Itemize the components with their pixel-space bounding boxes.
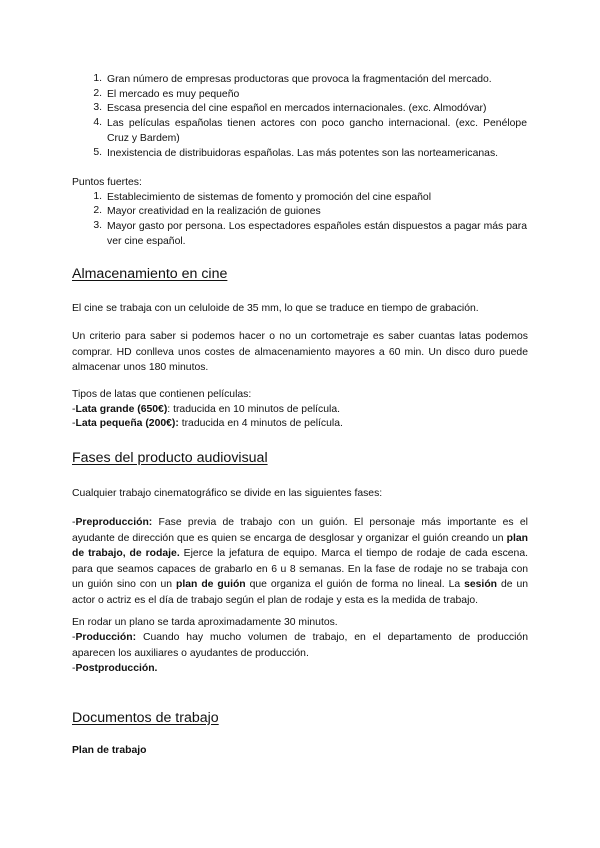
storage-paragraph-2: Un criterio para saber si podemos hacer o no un cortometraje es saber cuantas latas podemos comprar. HD conlleva unos costes de almacenamiento mayores a 60 min. Un disco duro puede almacenar unos 180 minutos. xyxy=(72,331,528,373)
list-item: El mercado es muy pequeño xyxy=(107,89,240,100)
list-number: 1. xyxy=(93,191,102,202)
section-heading-storage: Almacenamiento en cine xyxy=(72,266,228,282)
cans-title: Tipos de latas que contienen películas: xyxy=(72,389,252,400)
list-number: 2. xyxy=(93,88,102,99)
list-number: 3. xyxy=(93,102,102,113)
list-item: Inexistencia de distribuidoras españolas. Las más potentes son las norteamericanas. xyxy=(107,148,499,159)
preproduction-paragraph: -Preproducción: Fase previa de trabajo con un guión. El personaje más importante es el ayudante de dirección que es quien se encarga de desglosar y organizar el guión creando un plan de trabajo, de rodaje. Ejerce la jefatura de equipo. Marca el tiempo de rodaje de cada escena. para que seamos capaces de grabarlo en 6 u 8 semanas. En la fase de rodaje no se trabaja con un guión sino con un plan de guión que organiza el guión de forma no lineal. La sesión de un actor o actriz es el día de trabajo según el plan de rodaje y esta es la medida de trabajo. xyxy=(72,517,528,606)
preproduction-text: que organiza el guión de forma no lineal. La xyxy=(245,579,465,590)
can-large-label: Lata grande (650€) xyxy=(75,404,168,415)
can-small-line: -Lata pequeña (200€): traducida en 4 minutos de película. xyxy=(72,418,343,429)
postproduction-line: -Postproducción. xyxy=(72,663,158,674)
section-heading-phases: Fases del producto audiovisual xyxy=(72,450,268,466)
list-item: Escasa presencia del cine español en mercados internacionales. (exc. Almodóvar) xyxy=(107,103,487,114)
script-plan-term: plan de guión xyxy=(176,579,246,590)
strong-points-title: Puntos fuertes: xyxy=(72,177,142,188)
list-number: 4. xyxy=(93,117,102,128)
list-item: Mayor gasto por persona. Los espectadores españoles están dispuestos a pagar más para ver cine español. xyxy=(107,221,527,247)
list-item: Establecimiento de sistemas de fomento y promoción del cine español xyxy=(107,192,432,203)
section-heading-documents: Documentos de trabajo xyxy=(72,710,219,726)
can-small-label: Lata pequeña (200€): xyxy=(75,418,179,429)
work-plan-subheading: Plan de trabajo xyxy=(72,745,147,756)
can-small-text: traducida en 4 minutos de película. xyxy=(178,418,343,429)
can-large-text: : traducida en 10 minutos de película. xyxy=(167,404,341,415)
production-text: Cuando hay mucho volumen de trabajo, en el departamento de producción aparecen los auxiliares o ayudantes de producción. xyxy=(72,632,528,659)
list-number: 3. xyxy=(93,220,102,231)
storage-paragraph-1: El cine se trabaja con un celuloide de 35 mm, lo que se traduce en tiempo de grabación. xyxy=(72,303,479,314)
list-item: Las películas españolas tienen actores con poco gancho internacional. (exc. Penélope Cruz y Bardem) xyxy=(107,118,527,144)
production-label: Producción: xyxy=(75,632,137,643)
list-number: 5. xyxy=(93,147,102,158)
work-plan-term: plan de trabajo, de rodaje. xyxy=(72,532,528,559)
postproduction-label: Postproducción. xyxy=(75,663,158,674)
production-paragraph: -Producción: Cuando hay mucho volumen de trabajo, en el departamento de producción aparecen los auxiliares o ayudantes de producción. xyxy=(72,632,528,659)
preproduction-text: de un actor o actriz es el día de trabajo según el plan de rodaje y esta es la medida de trabajo. xyxy=(72,579,528,606)
list-item: Mayor creatividad en la realización de guiones xyxy=(107,206,321,217)
session-term: sesión xyxy=(464,579,498,590)
preproduction-label: Preproducción: xyxy=(75,517,153,528)
phases-intro: Cualquier trabajo cinematográfico se divide en las siguientes fases: xyxy=(72,488,383,499)
preproduction-text: Fase previa de trabajo con un guión. El personaje más importante es el ayudante de dirección que es quien se encarga de desglosar y organizar el guión creando un xyxy=(72,517,528,544)
list-number: 2. xyxy=(93,205,102,216)
plane-note: En rodar un plano se tarda aproximadamente 30 minutos. xyxy=(72,617,338,628)
list-number: 1. xyxy=(93,73,102,84)
can-large-line: -Lata grande (650€): traducida en 10 minutos de película. xyxy=(72,404,341,415)
list-item: Gran número de empresas productoras que provoca la fragmentación del mercado. xyxy=(107,74,492,85)
preproduction-text: Ejerce la jefatura de equipo. Marca el tiempo de rodaje de cada escena. para que seamos capaces de grabarlo en 6 u 8 semanas. En la fase de rodaje no se trabaja con un guión sino con un xyxy=(72,548,528,590)
